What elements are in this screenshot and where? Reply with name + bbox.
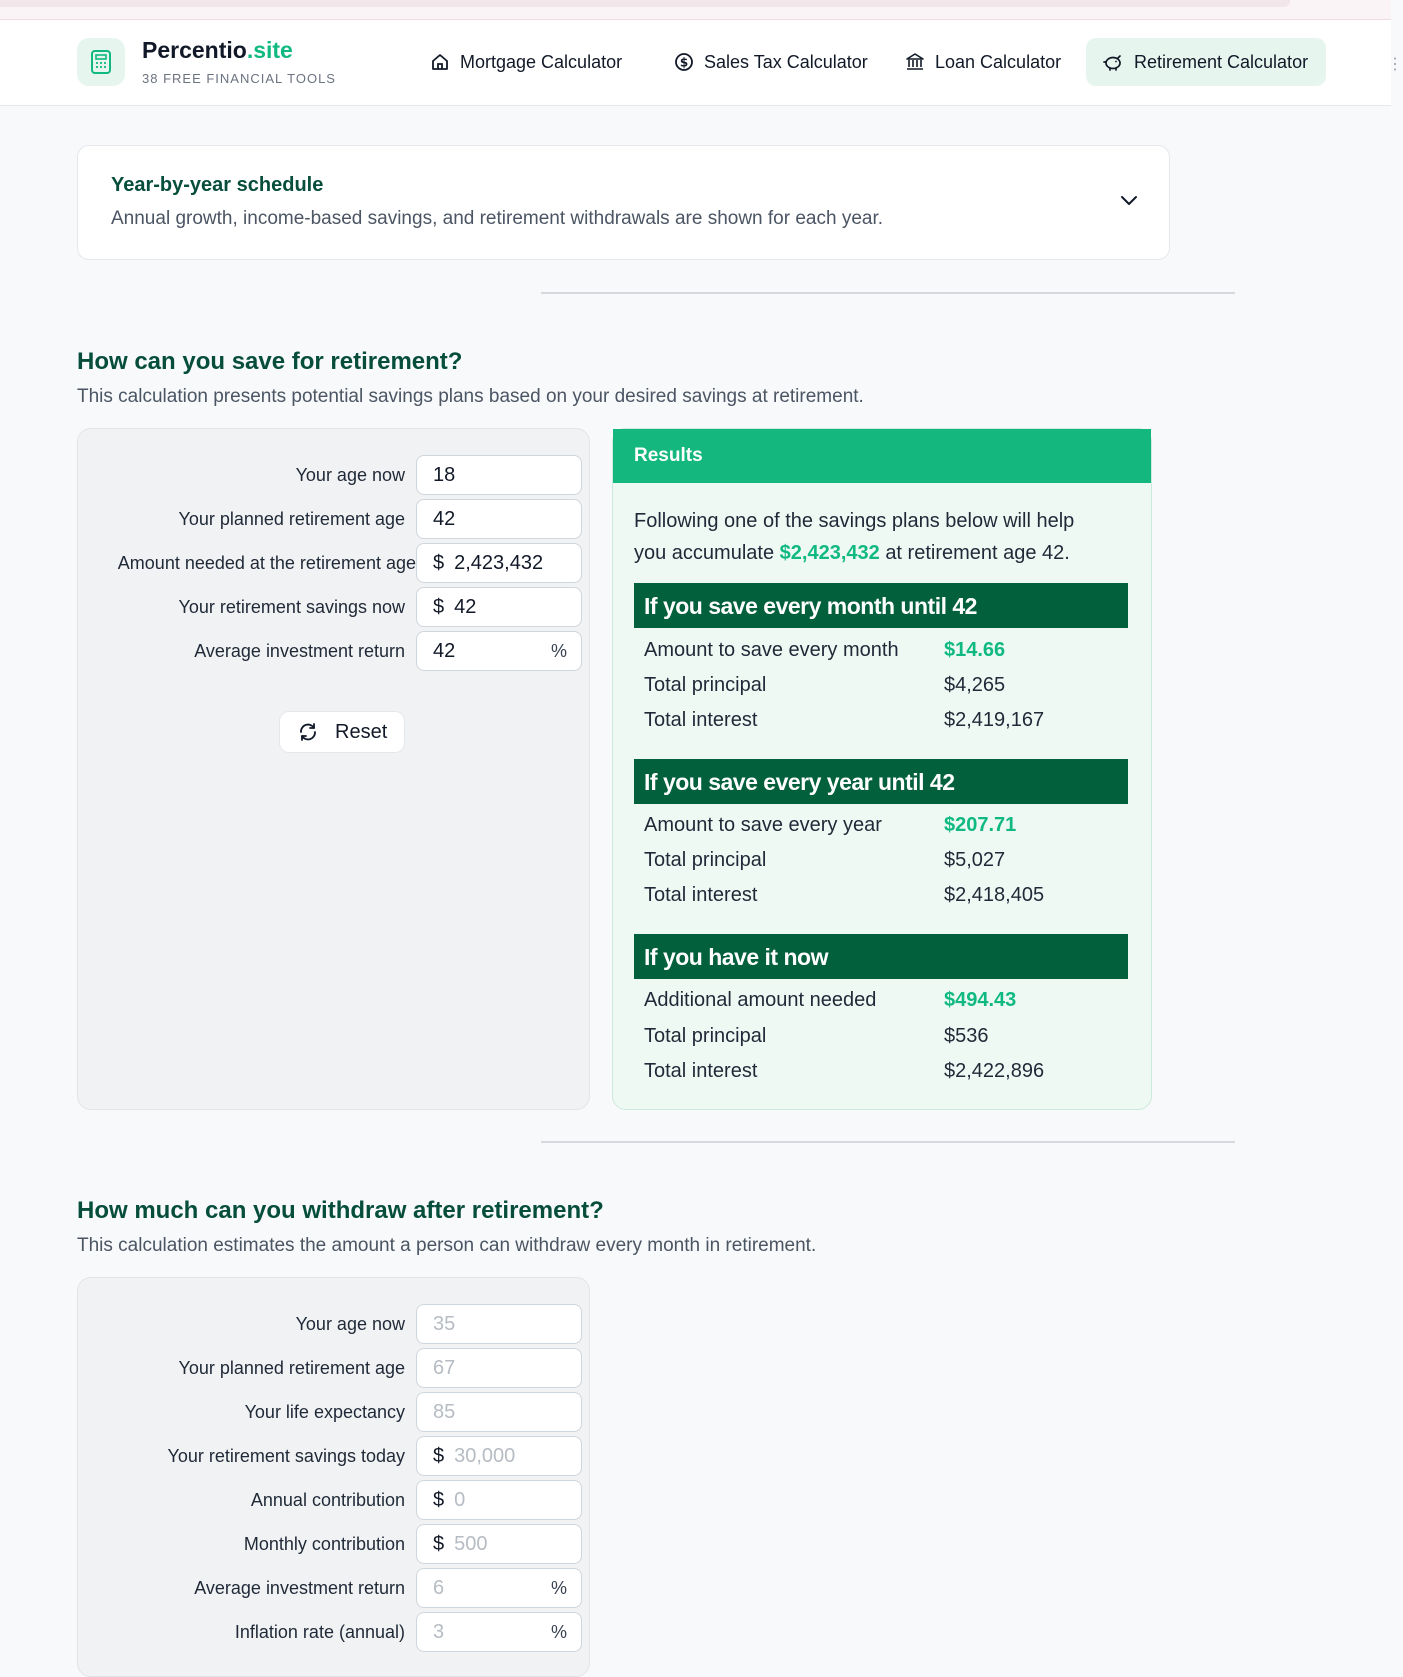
plan-row: Total principal $536 <box>644 1025 989 1047</box>
section-divider <box>541 292 1235 294</box>
svg-text:$: $ <box>679 55 689 70</box>
plan-row: Total principal $4,265 <box>644 674 1006 696</box>
field-w-savings-today: Your retirement savings today $ 30,000 <box>78 1436 591 1476</box>
field-savings-now: Your retirement savings now $ 42 <box>78 587 591 627</box>
age-now-input[interactable]: 18 <box>416 455 582 495</box>
results-header: Results <box>613 429 1151 483</box>
field-w-retirement-age: Your planned retirement age 67 <box>78 1348 591 1388</box>
withdraw-form-panel <box>77 1277 590 1677</box>
nav-sales-tax-calculator[interactable]: $ Sales Tax Calculator <box>658 38 884 86</box>
plan-row: Total interest $2,419,167 <box>644 709 1045 731</box>
schedule-accordion[interactable] <box>77 145 1170 260</box>
w-savings-today-input[interactable]: $ 30,000 <box>416 1436 582 1476</box>
field-w-annual-contribution: Annual contribution $ 0 <box>78 1480 591 1520</box>
nav-loan-calculator[interactable]: Loan Calculator <box>889 38 1077 86</box>
w-life-expectancy-input[interactable]: 85 <box>416 1392 582 1432</box>
w-retirement-age-input[interactable]: 67 <box>416 1348 582 1388</box>
reset-button[interactable]: Reset <box>279 711 405 753</box>
amount-needed-input[interactable]: $ 2,423,432 <box>416 543 582 583</box>
savings-now-input[interactable]: $ 42 <box>416 587 582 627</box>
calculator-logo-icon[interactable] <box>77 38 125 86</box>
results-panel <box>612 428 1152 1110</box>
field-age-now: Your age now 18 <box>78 455 591 495</box>
site-header <box>0 20 1403 106</box>
field-w-investment-return: Average investment return 6 % <box>78 1568 591 1608</box>
refresh-icon <box>297 721 319 743</box>
piggy-bank-icon <box>1102 52 1124 72</box>
plan-row: Amount to save every month $14.66 <box>644 639 1006 661</box>
w-annual-contribution-input[interactable]: $ 0 <box>416 1480 582 1520</box>
w-age-now-input[interactable]: 35 <box>416 1304 582 1344</box>
plan-lump-sum-title: If you have it now <box>634 934 1128 979</box>
plan-monthly-title: If you save every month until 42 <box>634 583 1128 628</box>
brand-tagline: 38 FREE FINANCIAL TOOLS <box>142 71 336 86</box>
field-investment-return: Average investment return 42 % <box>78 631 591 671</box>
nav-retirement-calculator[interactable]: Retirement Calculator <box>1086 38 1326 86</box>
retirement-age-input[interactable]: 42 <box>416 499 582 539</box>
home-icon <box>430 52 450 72</box>
plan-row: Total principal $5,027 <box>644 849 1006 871</box>
withdraw-section-title: How much can you withdraw after retirement? <box>77 1197 604 1224</box>
withdraw-section-description: This calculation estimates the amount a person can withdraw every month in retirement. <box>77 1235 817 1256</box>
schedule-subtitle: Annual growth, income-based savings, and retirement withdrawals are shown for each year. <box>111 208 884 229</box>
field-w-monthly-contribution: Monthly contribution $ 500 <box>78 1524 591 1564</box>
field-amount-needed: Amount needed at the retirement age $ 2,423,432 <box>78 543 591 583</box>
field-w-age-now: Your age now 35 <box>78 1304 591 1344</box>
save-section-description: This calculation presents potential savings plans based on your desired savings at retirement. <box>77 386 864 407</box>
investment-return-input[interactable]: 42 % <box>416 631 582 671</box>
schedule-title: Year-by-year schedule <box>111 174 324 196</box>
field-retirement-age: Your planned retirement age 42 <box>78 499 591 539</box>
plan-yearly-title: If you save every year until 42 <box>634 759 1128 804</box>
save-form-panel <box>77 428 590 1110</box>
dollar-circle-icon <box>674 52 694 72</box>
nav-mortgage-calculator[interactable]: Mortgage Calculator <box>414 38 638 86</box>
brand[interactable] <box>142 37 336 86</box>
w-inflation-rate-input[interactable]: 3 % <box>416 1612 582 1652</box>
more-icon[interactable]: ⋮ <box>1387 56 1403 73</box>
plan-row: Amount to save every year $207.71 <box>644 814 1017 836</box>
bank-icon <box>905 52 925 72</box>
field-w-inflation-rate: Inflation rate (annual) 3 % <box>78 1612 591 1652</box>
browser-top-strip <box>0 0 1391 20</box>
field-w-life-expectancy: Your life expectancy 85 <box>78 1392 591 1432</box>
save-section-title: How can you save for retirement? <box>77 348 463 375</box>
plan-row: Total interest $2,422,896 <box>644 1060 1045 1082</box>
brand-name: Percentio.site <box>142 37 293 63</box>
section-divider <box>541 1141 1235 1143</box>
chevron-down-icon[interactable] <box>1119 194 1139 208</box>
w-monthly-contribution-input[interactable]: $ 500 <box>416 1524 582 1564</box>
plan-row: Additional amount needed $494.43 <box>644 989 1017 1011</box>
plan-row: Total interest $2,418,405 <box>644 884 1045 906</box>
w-investment-return-input[interactable]: 6 % <box>416 1568 582 1608</box>
results-intro: Following one of the savings plans below will help you accumulate $2,423,432 at retirement age 42. <box>634 510 1075 564</box>
